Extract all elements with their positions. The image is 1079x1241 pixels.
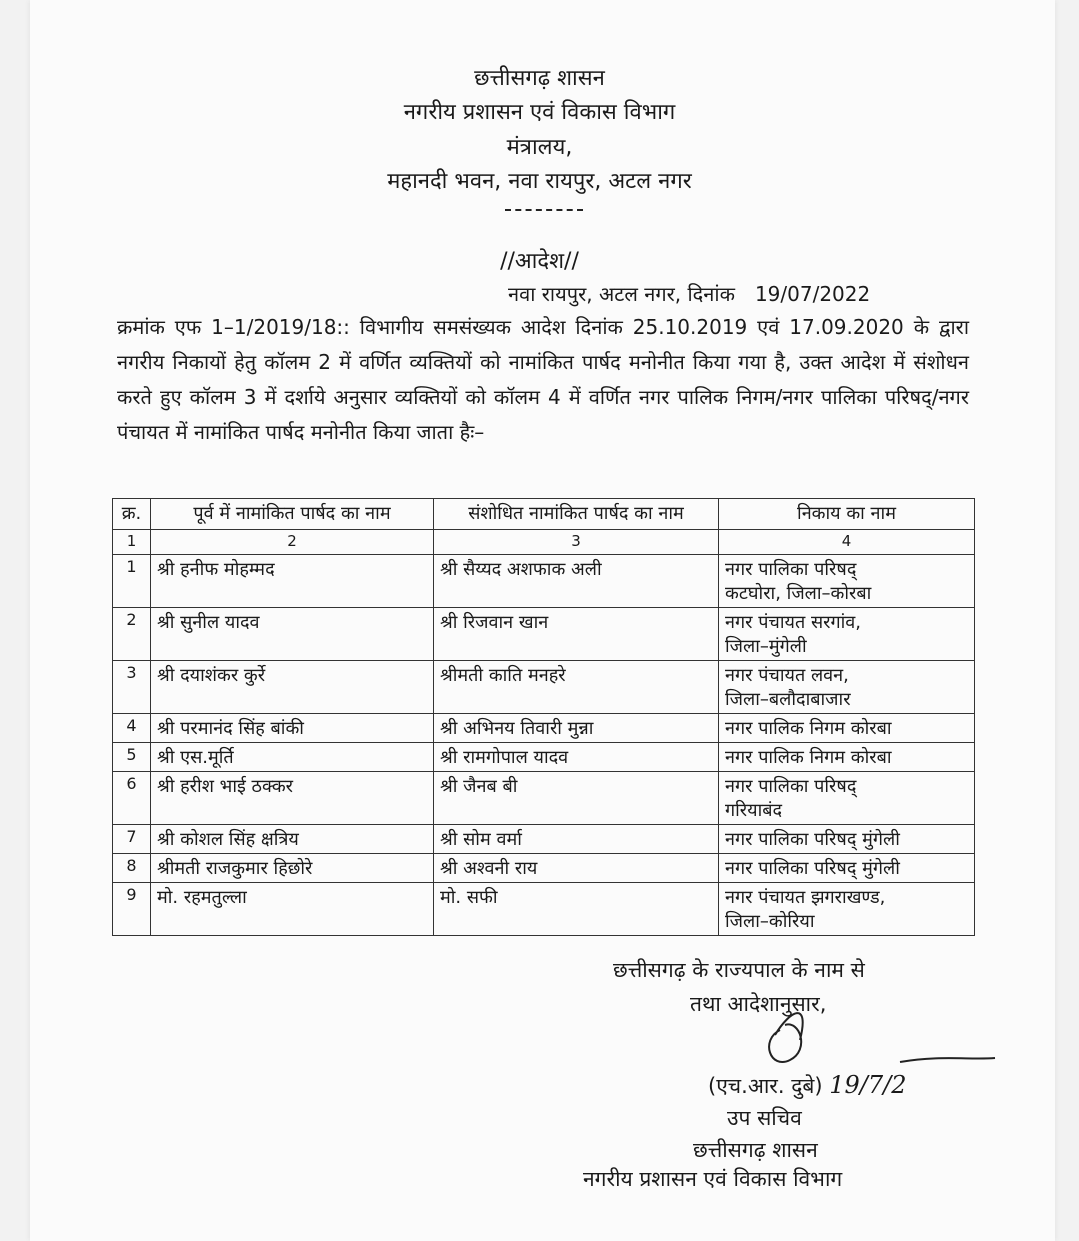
table-row <box>113 661 975 714</box>
revised-name-cell: श्री अश्वनी राय <box>434 854 719 883</box>
local-body-cell <box>719 883 975 936</box>
header-govt: छत्तीसगढ़ शासन <box>474 66 605 91</box>
signatory-department: नगरीय प्रशासन एवं विकास विभाग <box>583 1167 843 1191</box>
col-header-revised: संशोधित नामांकित पार्षद का नाम <box>434 499 719 530</box>
table-row <box>113 714 975 743</box>
table-row <box>113 883 975 936</box>
local-body-line: जिला–बलौदाबाजार <box>725 689 851 710</box>
signatory-name: (एच.आर. दुबे) <box>708 1074 823 1098</box>
col-number: 3 <box>434 530 719 555</box>
local-body-line: नगर पालिका परिषद् <box>725 559 857 580</box>
local-body-line: नगर पंचायत लवन, <box>725 665 849 686</box>
local-body-cell <box>719 854 975 883</box>
local-body-line: नगर पालिक निगम कोरबा <box>725 718 892 739</box>
local-body-line: गरियाबंद <box>725 800 783 821</box>
local-body-line: जिला–मुंगेली <box>725 636 807 657</box>
table-row <box>113 854 975 883</box>
revised-name-cell: श्री सैय्यद अशफाक अली <box>434 555 719 608</box>
local-body-line: नगर पालिक निगम कोरबा <box>725 747 892 768</box>
previous-name-cell: श्री एस.मूर्ति <box>151 743 434 772</box>
table-header-row <box>113 499 975 530</box>
signature-date: 19/7/2 <box>829 1071 907 1099</box>
table-row <box>113 743 975 772</box>
col-header-sr: क्र. <box>113 499 151 530</box>
order-title: //आदेश// <box>500 249 579 274</box>
sr-cell: 8 <box>113 854 151 883</box>
revised-name-cell: श्रीमती काति मनहरे <box>434 661 719 714</box>
previous-name-cell: श्री सुनील यादव <box>151 608 434 661</box>
signatory-government: छत्तीसगढ़ शासन <box>693 1138 818 1162</box>
revised-name-cell: श्री अभिनय तिवारी मुन्ना <box>434 714 719 743</box>
dateline-place: नवा रायपुर, अटल नगर, दिनांक <box>508 282 735 306</box>
revised-name-cell: श्री रिजवान खान <box>434 608 719 661</box>
local-body-line: नगर पंचायत झगराखण्ड, <box>725 887 886 908</box>
header-department: नगरीय प्रशासन एवं विकास विभाग <box>403 100 676 125</box>
local-body-line: नगर पालिका परिषद् मुंगेली <box>725 829 900 850</box>
table-row <box>113 608 975 661</box>
sr-cell: 4 <box>113 714 151 743</box>
councillor-table <box>112 498 975 936</box>
revised-name-cell: श्री रामगोपाल यादव <box>434 743 719 772</box>
header-ministry: मंत्रालय, <box>506 135 573 160</box>
previous-name-cell: श्री दयाशंकर कुर्रे <box>151 661 434 714</box>
previous-name-cell: श्री हनीफ मोहम्मद <box>151 555 434 608</box>
local-body-line: नगर पंचायत सरगांव, <box>725 612 862 633</box>
header-address: महानदी भवन, नवा रायपुर, अटल नगर <box>387 169 692 194</box>
signatory-designation: उप सचिव <box>727 1106 802 1130</box>
sr-cell: 3 <box>113 661 151 714</box>
column-number-row <box>113 530 975 555</box>
table-row <box>113 555 975 608</box>
col-number: 4 <box>719 530 975 555</box>
local-body-line: जिला–कोरिया <box>725 911 815 932</box>
sr-cell: 9 <box>113 883 151 936</box>
local-body-cell <box>719 743 975 772</box>
local-body-cell <box>719 661 975 714</box>
signature-by-order: तथा आदेशानुसार, <box>690 992 827 1016</box>
dateline <box>508 280 870 307</box>
local-body-cell <box>719 772 975 825</box>
order-body-text: क्रमांक एफ 1–1/2019/18:: विभागीय समसंख्यक आदेश दिनांक 25.10.2019 एवं 17.09.2020 के द्वारा नगरीय निकायों हेतु कॉलम 2 में वर्णित व्यक्तियों को नामांकित पार्षद मनोनीत किया गया है, उक्त आदेश में संशोधन करते हुए कॉलम 3 में दर्शाये अनुसार व्यक्तियों को कॉलम 4 में वर्णित नगर पालिक निगम/नगर पालिका परिषद्/नगर पंचायत में नामांकित पार्षद मनोनीत किया जाता हैः– <box>117 315 969 444</box>
revised-name-cell: श्री सोम वर्मा <box>434 825 719 854</box>
order-date: 19/07/2022 <box>754 282 871 306</box>
col-header-previous: पूर्व में नामांकित पार्षद का नाम <box>151 499 434 530</box>
local-body-line: नगर पालिका परिषद् मुंगेली <box>725 858 900 879</box>
local-body-cell <box>719 555 975 608</box>
local-body-cell <box>719 608 975 661</box>
col-number: 2 <box>151 530 434 555</box>
sr-cell: 6 <box>113 772 151 825</box>
previous-name-cell: मो. रहमतुल्ला <box>151 883 434 936</box>
revised-name-cell: मो. सफी <box>434 883 719 936</box>
local-body-cell <box>719 825 975 854</box>
col-number: 1 <box>113 530 151 555</box>
sr-cell: 2 <box>113 608 151 661</box>
local-body-line: कटघोरा, जिला–कोरबा <box>725 583 872 604</box>
revised-name-cell: श्री जैनब बी <box>434 772 719 825</box>
header-divider <box>505 209 583 214</box>
local-body-cell <box>719 714 975 743</box>
sr-cell: 5 <box>113 743 151 772</box>
previous-name-cell: श्री कोशल सिंह क्षत्रिय <box>151 825 434 854</box>
sr-cell: 7 <box>113 825 151 854</box>
table-row <box>113 825 975 854</box>
previous-name-cell: श्रीमती राजकुमार हिछोरे <box>151 854 434 883</box>
local-body-line: नगर पालिका परिषद् <box>725 776 857 797</box>
previous-name-cell: श्री हरीश भाई ठक्कर <box>151 772 434 825</box>
col-header-body: निकाय का नाम <box>719 499 975 530</box>
previous-name-cell: श्री परमानंद सिंह बांकी <box>151 714 434 743</box>
signature-authority: छत्तीसगढ़ के राज्यपाल के नाम से <box>613 958 865 982</box>
table-row <box>113 772 975 825</box>
signatory-name-line <box>708 1071 907 1100</box>
sr-cell: 1 <box>113 555 151 608</box>
